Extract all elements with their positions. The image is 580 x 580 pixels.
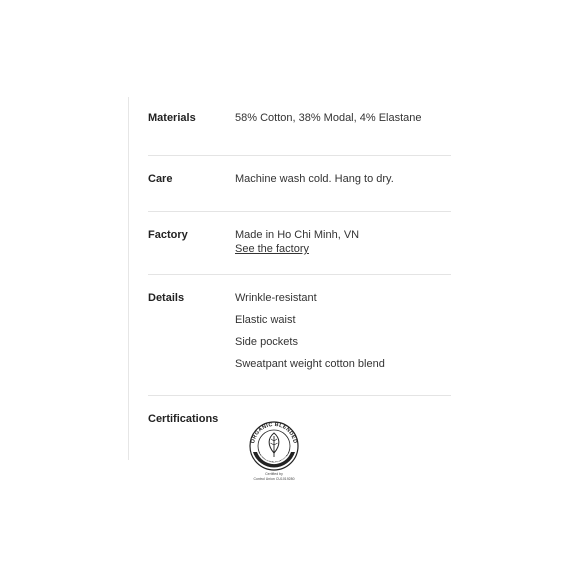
detail-item: Side pockets (235, 336, 298, 348)
detail-item: Elastic waist (235, 314, 296, 326)
care-value: Machine wash cold. Hang to dry. (235, 173, 394, 185)
badge-standard: content standard (258, 451, 290, 465)
detail-item: Sweatpant weight cotton blend (235, 358, 385, 370)
certifications-label: Certifications (148, 413, 219, 425)
factory-location: Made in Ho Chi Minh, VN (235, 229, 360, 241)
see-factory-link[interactable]: See the factory (235, 243, 309, 255)
details-label: Details (148, 292, 185, 304)
vertical-divider (128, 97, 129, 460)
details-list (235, 292, 385, 380)
badge-caption-line: Control Union CU1019280 (253, 476, 295, 481)
product-specs-panel (148, 0, 451, 580)
badge-caption-line: Certified by (265, 472, 283, 476)
materials-label: Materials (148, 112, 196, 124)
divider (148, 211, 451, 212)
divider (148, 274, 451, 275)
organic-blended-badge (244, 419, 304, 487)
materials-value: 58% Cotton, 38% Modal, 4% Elastane (235, 112, 422, 124)
factory-label: Factory (148, 229, 188, 241)
badge-caption (244, 472, 304, 481)
factory-value-group (235, 229, 359, 255)
certification-seal-icon (244, 419, 304, 471)
detail-item: Wrinkle-resistant (235, 292, 317, 304)
care-label: Care (148, 173, 173, 185)
divider (148, 395, 451, 396)
divider (148, 155, 451, 156)
badge-name: ORGANIC BLENDED (250, 421, 298, 445)
